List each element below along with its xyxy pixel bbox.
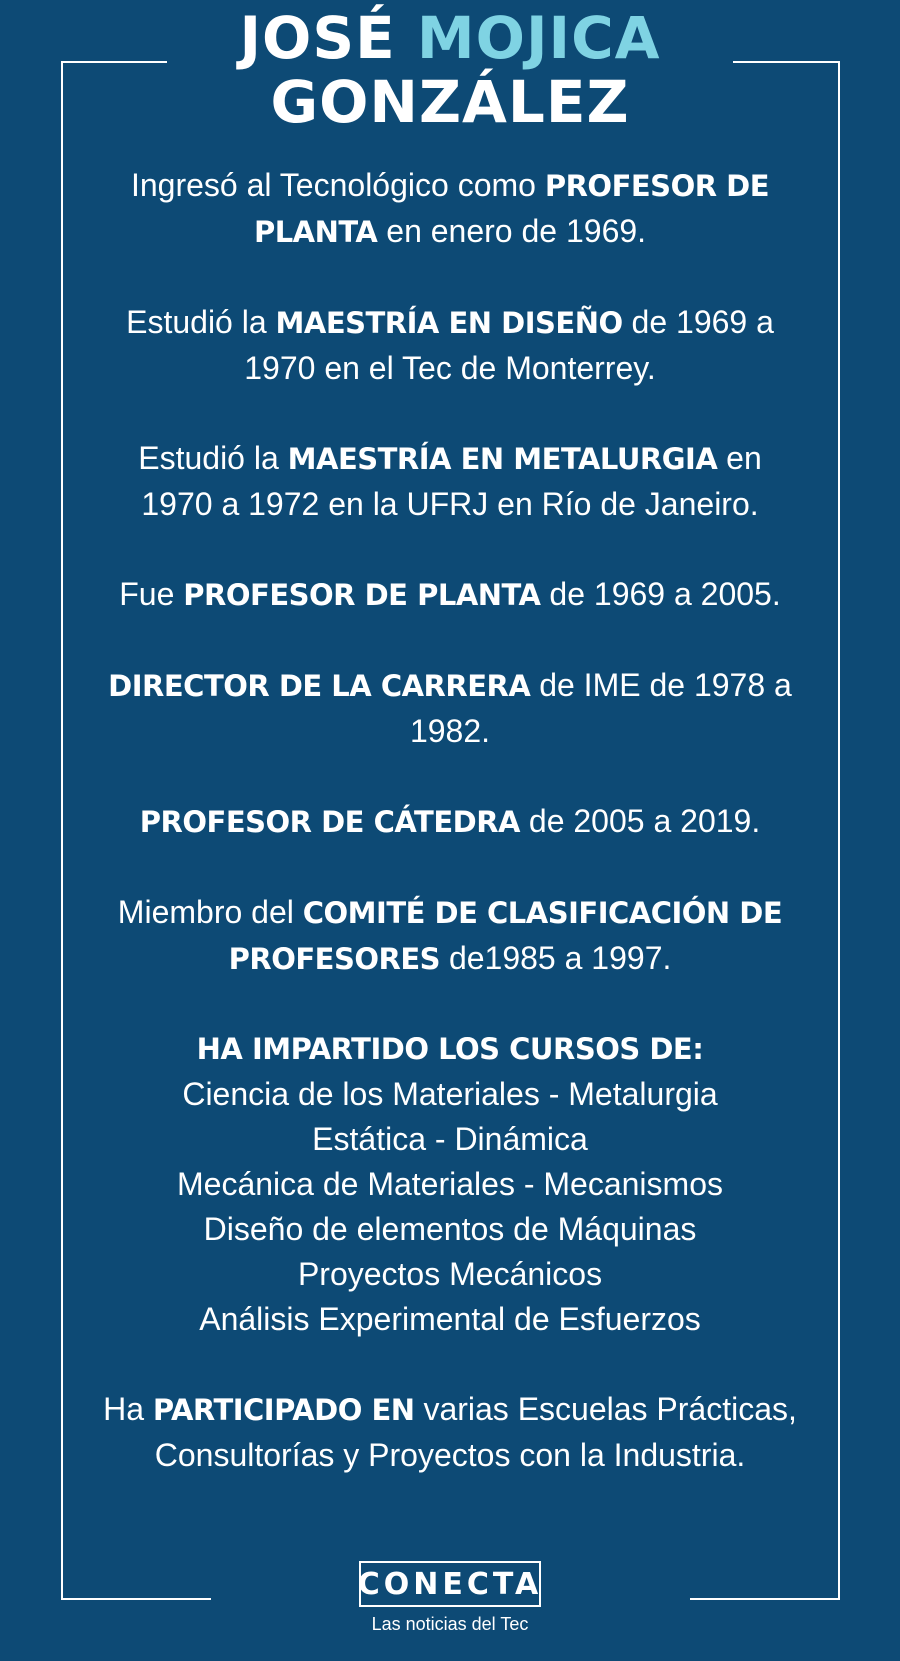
bio-text: Estudió la [138, 440, 288, 476]
bio-text: varias Escuelas Prácticas, Consultorías y Proyectos con la Industria. [154, 1391, 797, 1473]
course-item: Análisis Experimental de Esfuerzos [199, 1301, 701, 1337]
bio-text: Ha [103, 1391, 153, 1427]
bio-highlight: DIRECTOR DE LA CARRERA [108, 669, 531, 703]
bio-text: Ingresó al Tecnológico como [130, 167, 545, 203]
frame-line-right [838, 61, 840, 1600]
closing-paragraph [100, 1387, 800, 1478]
bio-text: de 1969 a 1970 en el Tec de Monterrey. [244, 304, 774, 386]
bio-paragraph-4 [100, 572, 800, 618]
bio-text: en 1970 a 1972 en la UFRJ en Río de Janeiro. [141, 440, 762, 522]
title-row-2 [0, 70, 900, 134]
bio-paragraph-6 [100, 799, 800, 845]
course-item: Estática - Dinámica [312, 1121, 588, 1157]
frame-line-left [61, 61, 63, 1600]
biography [100, 163, 800, 1478]
bio-text: de1985 a 1997. [440, 940, 672, 976]
title-second-surname: GONZÁLEZ [270, 68, 630, 136]
bio-text: de 2005 a 2019. [520, 803, 761, 839]
bio-text: de IME de 1978 a 1982. [409, 667, 792, 749]
bio-text: de 1969 a 2005. [540, 576, 781, 612]
title-row-1 [0, 6, 900, 70]
title-first-name: JOSÉ [239, 4, 396, 72]
bio-text: Miembro del [117, 894, 303, 930]
bio-paragraph-7 [100, 890, 800, 982]
bio-paragraph-1 [100, 163, 800, 255]
title-accent-name: MOJICA [416, 4, 661, 72]
bio-paragraph-5 [100, 663, 800, 754]
bio-paragraph-3 [100, 436, 800, 527]
course-item: Proyectos Mecánicos [297, 1256, 603, 1292]
bio-text: Estudió la [126, 304, 276, 340]
bio-text: en enero de 1969. [377, 213, 647, 249]
bio-highlight: MAESTRÍA EN METALURGIA [287, 442, 718, 476]
frame-line-bottom-left [61, 1598, 211, 1600]
bio-highlight: PROFESOR DE CÁTEDRA [139, 805, 520, 839]
course-item: Diseño de elementos de Máquinas [203, 1211, 697, 1247]
bio-highlight: COMITÉ DE CLASIFICACIÓN DE PROFESORES [228, 896, 783, 976]
bio-highlight: MAESTRÍA EN DISEÑO [275, 306, 623, 340]
logo-tagline: Las noticias del Tec [371, 1614, 529, 1634]
course-item: Mecánica de Materiales - Mecanismos [177, 1166, 723, 1202]
frame-line-bottom-right [690, 1598, 840, 1600]
courses-section [100, 1027, 800, 1342]
conecta-logo: CONECTA [359, 1561, 541, 1607]
bio-paragraph-2 [100, 300, 800, 391]
bio-text: Fue [119, 576, 184, 612]
courses-heading: HA IMPARTIDO LOS CURSOS DE: [196, 1032, 704, 1066]
bio-highlight: PARTICIPADO EN [152, 1393, 415, 1427]
bio-highlight: PROFESOR DE PLANTA [183, 578, 541, 612]
page-title [0, 6, 900, 134]
bio-highlight: PROFESOR DE PLANTA [253, 169, 770, 249]
course-item: Ciencia de los Materiales - Metalurgia [182, 1076, 718, 1112]
